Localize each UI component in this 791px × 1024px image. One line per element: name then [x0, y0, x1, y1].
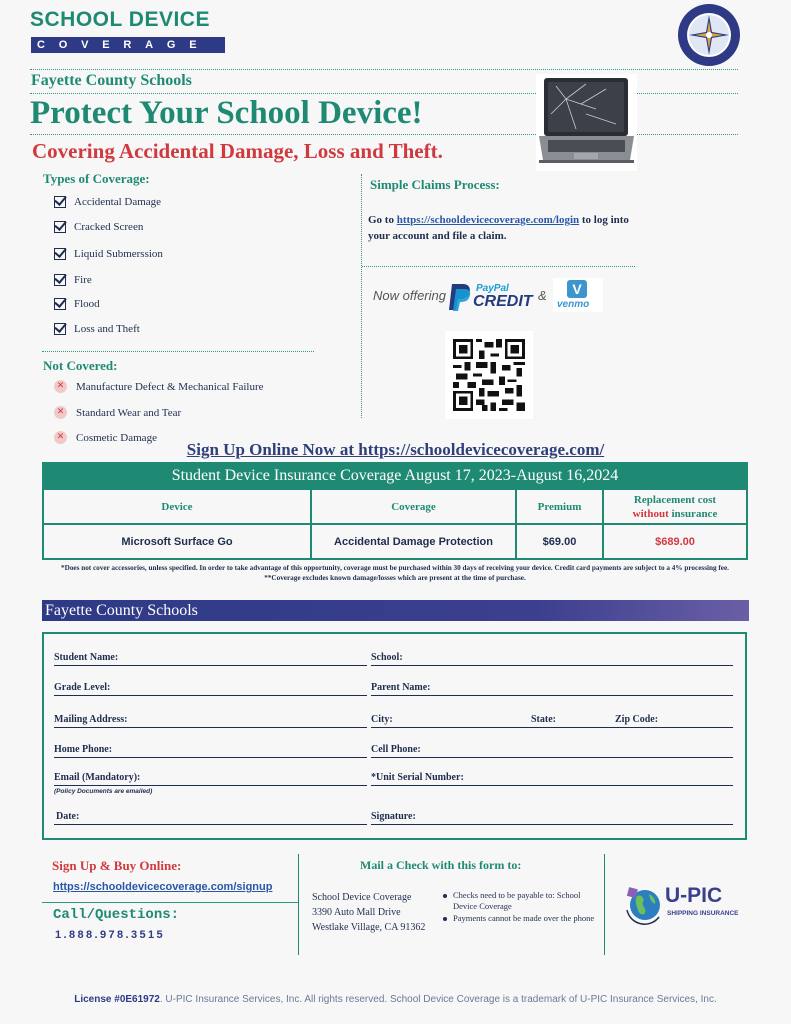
serial-number-label: *Unit Serial Number: — [371, 772, 464, 783]
checkbox-icon — [54, 196, 66, 208]
column-header-premium: Premium — [517, 490, 604, 523]
coverage-title: Types of Coverage: — [43, 171, 150, 186]
serial-number-field[interactable] — [371, 785, 733, 786]
signup-link[interactable]: https://schooldevicecoverage.com/signup — [53, 881, 273, 893]
home-phone-label: Home Phone: — [54, 744, 113, 755]
table-row — [44, 523, 746, 558]
grade-level-label: Grade Level: — [54, 682, 111, 693]
mail-check-title: Mail a Check with this form to: — [360, 858, 522, 872]
email-note: (Policy Documents are emailed) — [54, 788, 153, 795]
form-section-bar: Fayette County Schools — [42, 600, 749, 621]
checkbox-icon — [54, 298, 66, 310]
org-name: Fayette County Schools — [31, 72, 192, 89]
not-covered-title: Not Covered: — [43, 358, 118, 373]
student-name-field[interactable] — [54, 665, 367, 666]
grade-level-field[interactable] — [54, 695, 367, 696]
column-header-replacement: Replacement cost without insurance — [632, 493, 718, 520]
county-seal-icon — [677, 3, 741, 67]
column-header-coverage: Coverage — [312, 490, 517, 523]
column-divider — [604, 854, 605, 955]
home-phone-field[interactable] — [54, 757, 367, 758]
mailing-address-label: Mailing Address: — [54, 714, 128, 725]
mailing-address-field[interactable] — [54, 727, 367, 728]
coverage-item: Loss and Theft — [54, 323, 140, 335]
page-subtitle: Covering Accidental Damage, Loss and Theft. — [32, 139, 443, 163]
paypal-credit-logo: PayPal CREDIT — [446, 282, 532, 312]
school-label: School: — [371, 652, 403, 663]
enrollment-form — [42, 632, 747, 840]
signup-buy-title: Sign Up & Buy Online: — [52, 858, 182, 873]
column-divider — [361, 174, 362, 418]
list-item: Checks need to be payable to: School Device Coverage — [442, 890, 602, 912]
date-label: Date: — [56, 811, 80, 822]
email-field[interactable] — [54, 785, 367, 786]
signature-field[interactable] — [371, 824, 733, 825]
divider — [42, 351, 314, 352]
zip-code-label: Zip Code: — [615, 714, 659, 725]
broken-laptop-image — [536, 74, 637, 171]
divider — [42, 902, 298, 903]
city-label: City: — [371, 714, 393, 725]
venmo-icon: V — [567, 280, 587, 298]
paypal-icon — [446, 282, 474, 312]
x-circle-icon: ✕ — [54, 406, 67, 419]
not-covered-item: ✕ Standard Wear and Tear — [54, 406, 181, 419]
column-header-device: Device — [44, 490, 312, 523]
cell-replacement: $689.00 — [655, 535, 695, 548]
disclaimer-text: *Does not cover accessories, unless specified. In order to take advantage of this opportunity, coverage must be purchased within 30 days of receiving your device. Credit card payments are subject to a 4% processing fee. **Coverage excludes known damage/losses which are present at the time of purchase. — [61, 564, 729, 582]
signup-online-link[interactable]: Sign Up Online Now at https://schooldevicecoverage.com/ — [186, 440, 605, 459]
x-circle-icon: ✕ — [54, 380, 67, 393]
divider — [30, 69, 738, 70]
checkbox-icon — [54, 221, 66, 233]
cell-device: Microsoft Surface Go — [44, 525, 312, 558]
list-item: Payments cannot be made over the phone — [442, 913, 602, 924]
divider — [362, 266, 635, 267]
now-offering-label: Now offering — [373, 288, 446, 303]
parent-name-label: Parent Name: — [371, 682, 431, 693]
venmo-logo: V venmo — [553, 278, 603, 312]
payment-notes — [442, 890, 602, 925]
claims-login-link[interactable]: https://schooldevicecoverage.com/login — [396, 214, 580, 226]
pricing-table — [42, 462, 748, 560]
cell-phone-label: Cell Phone: — [371, 744, 421, 755]
qr-code[interactable] — [445, 331, 533, 419]
claims-instructions: Go to https://schooldevicecoverage.com/login to log into your account and file a claim. — [368, 214, 629, 242]
cell-premium: $69.00 — [517, 525, 604, 558]
footer-license: License #0E61972. U-PIC Insurance Services, Inc. All rights reserved. School Device Coverage is a trademark of U-PIC Insurance Services, Inc. — [74, 994, 717, 1005]
mailing-address: School Device Coverage 3390 Auto Mall Drive Westlake Village, CA 91362 — [312, 892, 426, 933]
call-questions-title: Call/Questions: — [53, 907, 180, 923]
coverage-item: Cracked Screen — [54, 221, 143, 233]
zip-code-field[interactable] — [615, 727, 733, 728]
pricing-table-title: Student Device Insurance Coverage August 17, 2023-August 16,2024 — [44, 464, 746, 488]
date-field[interactable] — [54, 824, 367, 825]
checkbox-icon — [54, 274, 66, 286]
coverage-item: Fire — [54, 274, 92, 286]
coverage-item: Accidental Damage — [54, 196, 161, 208]
claims-title: Simple Claims Process: — [370, 177, 500, 192]
coverage-item: Flood — [54, 298, 100, 310]
signature-label: Signature: — [371, 811, 416, 822]
state-field[interactable] — [531, 727, 615, 728]
brand-logo-subtitle: COVERAGE — [31, 37, 225, 53]
phone-number[interactable]: 1.888.978.3515 — [55, 929, 166, 941]
upic-logo: U-PIC SHIPPING INSURANCE — [623, 882, 743, 926]
city-field[interactable] — [371, 727, 531, 728]
parent-name-field[interactable] — [371, 695, 733, 696]
checkbox-icon — [54, 323, 66, 335]
not-covered-item: ✕ Manufacture Defect & Mechanical Failure — [54, 380, 264, 393]
x-circle-icon: ✕ — [54, 431, 67, 444]
not-covered-item: ✕ Cosmetic Damage — [54, 431, 157, 444]
globe-icon — [623, 884, 665, 926]
state-label: State: — [531, 714, 556, 725]
page-title: Protect Your School Device! — [30, 95, 423, 131]
ampersand: & — [538, 288, 547, 303]
school-field[interactable] — [371, 665, 733, 666]
table-header-row — [44, 488, 746, 523]
email-label: Email (Mandatory): — [54, 772, 141, 783]
student-name-label: Student Name: — [54, 652, 119, 663]
checkbox-icon — [54, 248, 66, 260]
cell-phone-field[interactable] — [371, 757, 733, 758]
qr-code-icon — [453, 339, 525, 411]
brand-logo-title: SCHOOL DEVICE — [30, 8, 210, 31]
cell-coverage: Accidental Damage Protection — [312, 525, 517, 558]
column-divider — [298, 854, 299, 955]
coverage-item: Liquid Submerssion — [54, 248, 163, 260]
